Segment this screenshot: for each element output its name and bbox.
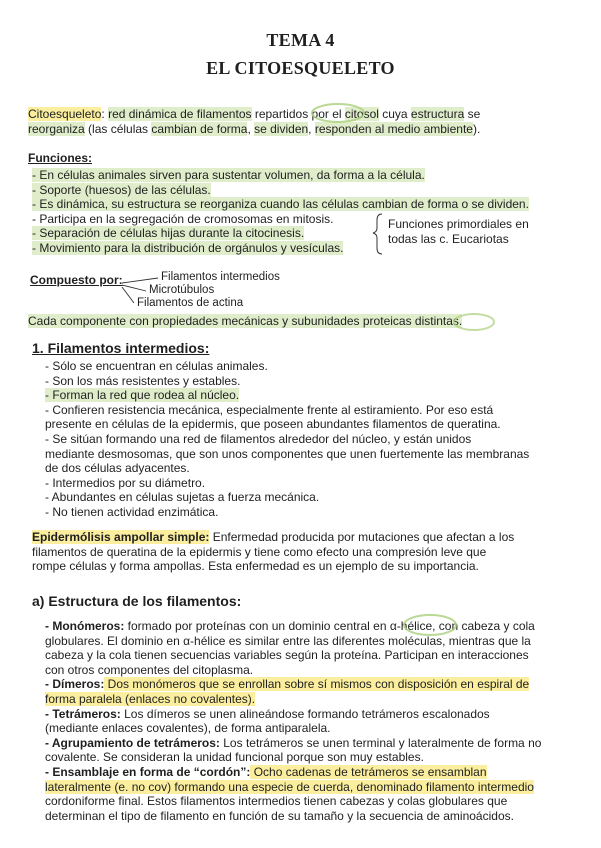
term-epidermolisis: Epidermólisis ampollar simple: [32,530,210,544]
list-item: - Son los más resistentes y estables. [45,373,241,388]
compuesto-item-actina: Filamentos de actina [137,297,244,309]
list-item: - Confieren resistencia mecánica, especialmente frente al estiramiento. Por eso está [45,402,494,417]
term-citoesqueleto: Citoesqueleto [28,107,102,121]
intro-def5: estructura [410,107,465,121]
list-item: de dos células adyacentes. [45,461,190,476]
intro-line2e: se dividen [254,121,309,136]
compuesto-item-intermedios: Filamentos intermedios [161,271,280,283]
intro-line2c: cambian de forma [151,121,248,136]
intro-def1: red dinámica de filamentos [108,107,252,121]
epidermolisis-line2: filamentos de queratina de la epidermis y tiene como efecto una compresión leve que [32,544,487,559]
dimeros-block: - Dímeros: Dos monómeros que se enrollan sobre sí mismos con disposición en espiral de forma paralela (enlaces no covalentes). [45,677,530,706]
list-item: - Forman la red que rodea al núcleo. [45,388,240,403]
list-item: - Se sitúan formando una red de filamentos alrededor del núcleo, y están unidos [45,431,472,446]
intro-line2f: , [308,121,315,136]
filamentos-intermedios-list [45,359,529,520]
page-title-line1: TEMA 4 [266,30,335,50]
compuesto-summary: Cada componente con propiedades mecánicas y subunidades proteicas distintas. [28,314,463,328]
list-item: presente en células de la epidermis, que poseen abundantes filamentos de queratina. [45,417,501,432]
intro-def2: repartidos por el [251,107,345,121]
list-item: - Sólo se encuentran en células animales. [45,359,268,373]
intro-def3: citosol [344,107,379,121]
list-item: mediante desmosomas, que son unos componentes que unen fuertemente las membranas [45,446,530,461]
list-item: - Intermedios por su diámetro. [45,475,206,490]
intro-definition [28,107,576,136]
epidermolisis-line3: rompe células y forma ampollas. Esta enfermedad es un ejemplo de su importancia. [32,559,479,574]
compuesto-item-microtubulos: Microtúbulos [149,284,215,296]
funciones-note-line2: todas las c. Eucariotas [388,231,509,246]
list-item: - Soporte (huesos) de las células. [32,182,211,197]
list-item: - En células animales sirven para sustentar volumen, da forma a la célula. [32,168,425,182]
tetrameros-block: - Tetrámeros: Los dímeros se unen alineándose formando tetrámeros escalonados (mediante enlaces covalentes), de forma antiparalela. [45,706,490,736]
list-item: - Separación de células hijas durante la citocinesis. [32,226,305,241]
epidermolisis-paragraph [32,530,577,574]
agrupamiento-block: - Agrupamiento de tetrámeros: Los tetrámeros se unen terminal y lateralmente de forma no covalente. Se consideran la unidad funcional porque son muy estables. [45,735,542,765]
funciones-note-line1: Funciones primordiales en [388,217,529,231]
estructura-content [45,619,575,823]
intro-line2d: , [247,121,255,136]
list-item: - Participa en la segregación de cromosomas en mitosis. [32,211,334,226]
list-item: - No tienen actividad enzimática. [45,504,219,519]
intro-line2g: responden al medio ambiente [314,121,473,136]
list-item: - Abundantes en células sujetas a fuerza mecánica. [45,490,320,505]
section-filamentos-intermedios-heading: 1. Filamentos intermedios: [32,340,210,356]
intro-def6: se [464,107,481,121]
epidermolisis-line1: Enfermedad producida por mutaciones que afectan a los [209,530,515,544]
intro-line2b: (las células [84,121,152,136]
intro-def4: cuya [378,107,411,121]
section-estructura-heading: a) Estructura de los filamentos: [32,593,242,609]
compuesto-heading: Compuesto por: [30,273,123,287]
funciones-note [388,217,529,246]
list-item: - Movimiento para la distribución de orgánulos y vesículas. [32,240,344,255]
ensamblaje-block: - Ensamblaje en forma de “cordón”: Ocho cadenas de tetrámeros se ensamblan lateralmente (e. no cov) formando una especie de cuerda, denominado filamento intermedio cordoniforme final. Estos filamentos intermedios tienen cabezas y colas globulares que determinan el tipo de filamento en función de su tamaño y la secuencia de aminoácidos. [45,764,534,823]
page-title-line2: EL CITOESQUELETO [206,58,395,78]
intro-line2a: reorganiza [28,121,85,136]
intro-colon: : [101,107,105,121]
monomeros-block: - Monómeros: formado por proteínas con un dominio central en α-hélice, con cabeza y cola globulares. El dominio en α-hélice es similar entre las diferentes moléculas, mientras que la cabeza y la cola tienen secuencias variables según la proteína. Participan en interacciones con otros componentes del citoplasma. [45,619,535,677]
list-item: - Es dinámica, su estructura se reorganiza cuando las células cambian de forma o se dividen. [32,197,529,212]
funciones-heading: Funciones: [28,151,93,165]
intro-line2h: ). [472,121,481,136]
